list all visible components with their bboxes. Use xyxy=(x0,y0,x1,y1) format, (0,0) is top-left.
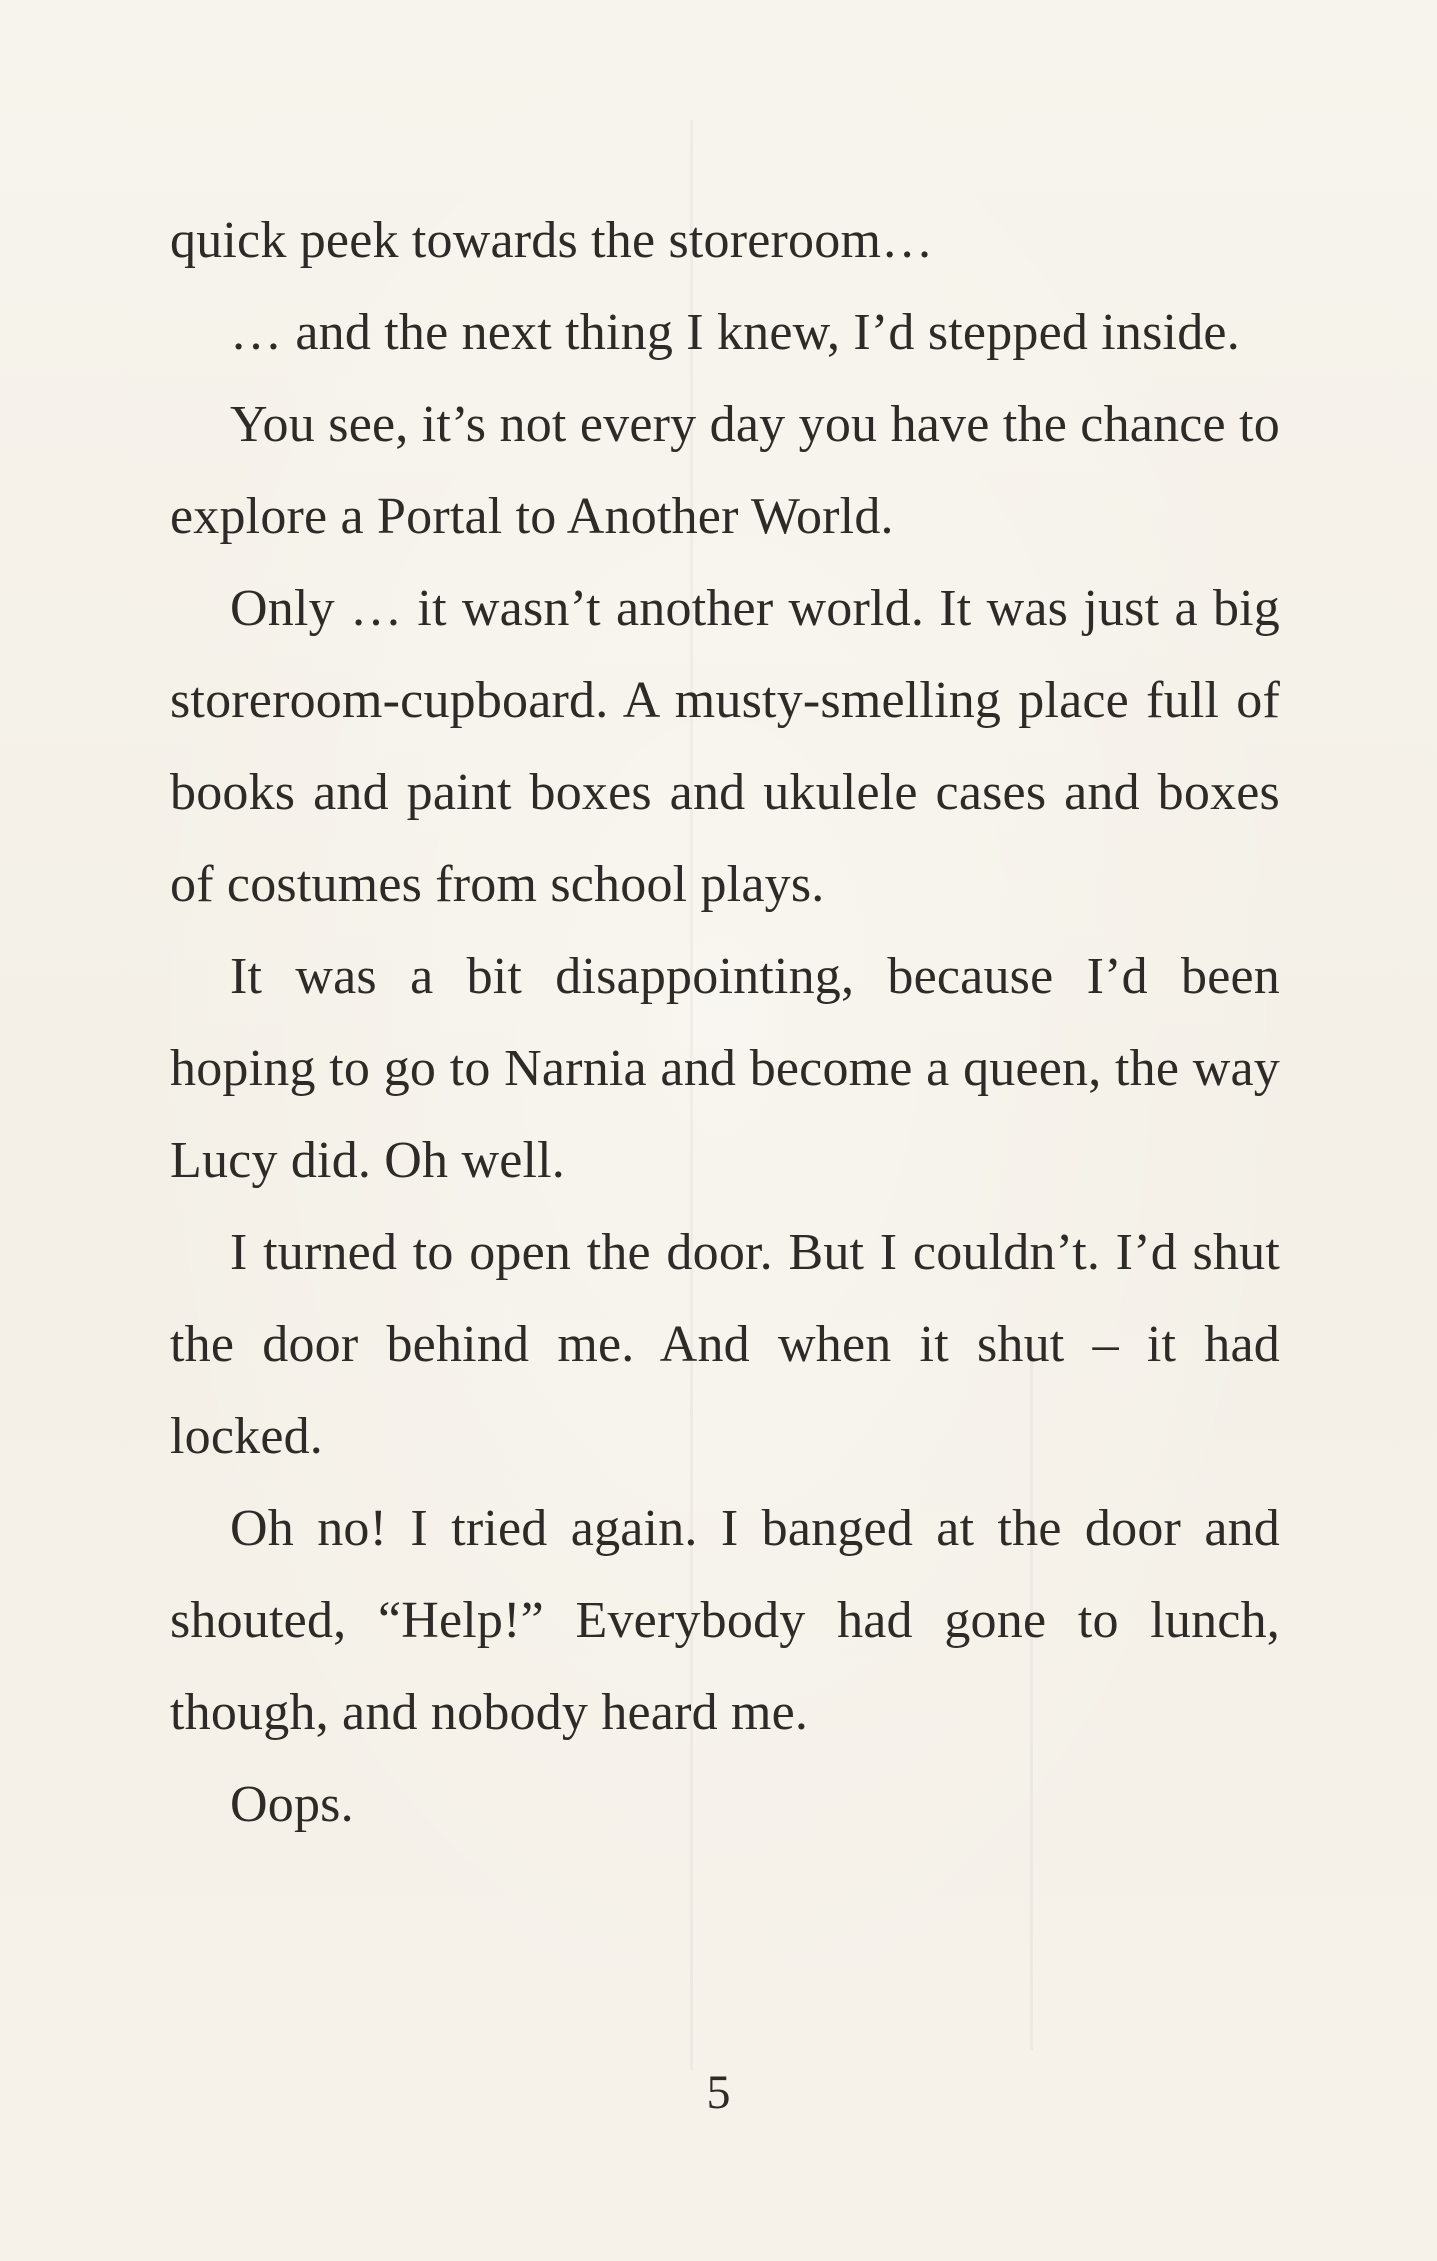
paragraph-8: Oops. xyxy=(230,1776,354,1833)
paragraph-1: quick peek towards the storeroom… xyxy=(170,212,934,269)
paragraph-7: Oh no! I tried again. I banged at the door and shouted, “Help!” Everybody had gone to lunch, though, and nobody heard me. xyxy=(170,1500,1280,1741)
paragraph-2: … and the next thing I knew, I’d stepped inside. xyxy=(230,304,1240,361)
body-text xyxy=(170,195,1280,1851)
paragraph-4: Only … it wasn’t another world. It was just a big storeroom-cupboard. A musty-smelling place full of books and paint boxes and ukulele cases and boxes of costumes from school plays. xyxy=(170,580,1280,913)
paragraph-6: I turned to open the door. But I couldn’t. I’d shut the door behind me. And when it shut – it had locked. xyxy=(170,1224,1280,1465)
paragraph-5: It was a bit disappointing, because I’d been hoping to go to Narnia and become a queen, the way Lucy did. Oh well. xyxy=(170,948,1280,1189)
page-number: 5 xyxy=(706,2066,731,2119)
paragraph-3: You see, it’s not every day you have the chance to explore a Portal to Another World. xyxy=(170,396,1280,545)
